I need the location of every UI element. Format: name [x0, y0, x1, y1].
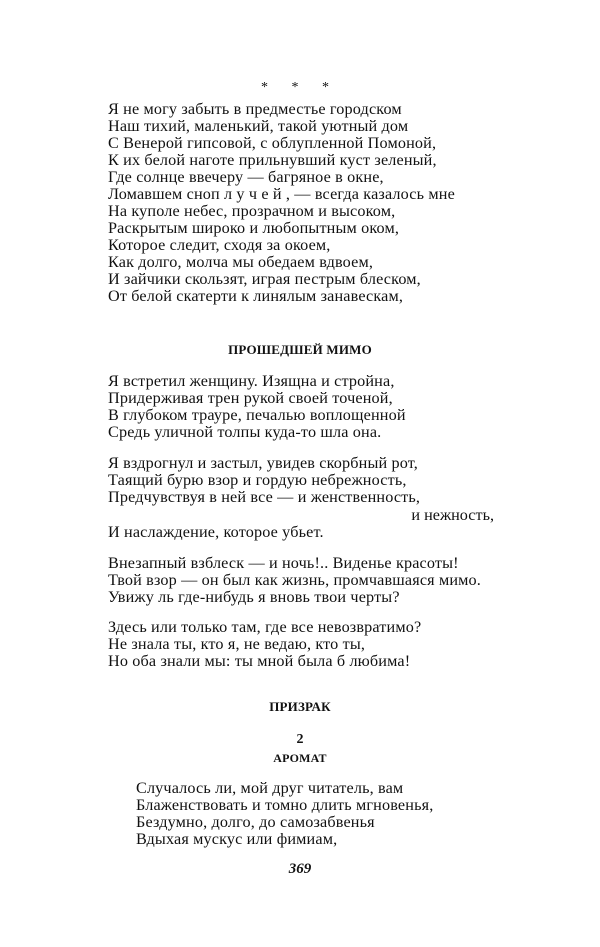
verse-line: На куполе небес, прозрачном и высоком,: [108, 202, 396, 220]
verse-line: Блаженствовать и томно длить мгновенья,: [136, 796, 434, 814]
verse-line: И наслаждение, которое убьет.: [108, 523, 324, 541]
verse-line: И зайчики скользят, играя пестрым блеском,: [108, 270, 421, 288]
verse-line: Увижу ль где-нибудь я вновь твои черты?: [108, 588, 400, 606]
verse-line: Я встретил женщину. Изящна и стройна,: [108, 372, 395, 390]
verse-line: Вдыхая мускус или фимиам,: [136, 830, 338, 848]
verse-line: Внезапный взблеск — и ночь!.. Виденье красоты!: [108, 554, 459, 572]
verse-line: Раскрытым широко и любопытным оком,: [108, 219, 400, 237]
verse-line: Наш тихий, маленький, такой уютный дом: [108, 117, 409, 135]
verse-line: Бездумно, долго, до самозабвенья: [136, 813, 375, 831]
page-number: 369: [288, 861, 312, 877]
verse-line: Как долго, молча мы обедаем вдвоем,: [108, 253, 374, 271]
verse-line: Я не могу забыть в предместье городском: [108, 100, 402, 118]
poem-title: ПРОШЕДШЕЙ МИМО: [228, 342, 372, 357]
verse-line: Средь уличной толпы куда-то шла она.: [108, 423, 382, 441]
verse-line: Я вздрогнул и застыл, увидев скорбный рот,: [108, 454, 419, 472]
verse-line: К их белой наготе прильнувший куст зеленый,: [108, 151, 437, 169]
verse-line: Твой взор — он был как жизнь, промчавшаяся мимо.: [108, 571, 481, 589]
verse-line: Случалось ли, мой друг читатель, вам: [136, 779, 404, 797]
verse-line: Но оба знали мы: ты мной была б любима!: [108, 652, 411, 670]
verse-line: В глубоком трауре, печалью воплощенной: [108, 406, 406, 424]
verse-line: Придерживая трен рукой своей точеной,: [108, 389, 393, 407]
verse-line: Предчувствуя в ней все — и женственность,: [108, 488, 421, 506]
section-separator: * * *: [261, 80, 339, 95]
verse-line-continuation: и нежность,: [411, 506, 494, 524]
verse-line: Ломавшем сноп л у ч е й , — всегда казалось мне: [108, 185, 455, 203]
verse-line: С Венерой гипсовой, с облупленной Помоной,: [108, 134, 437, 152]
verse-line: Которое следит, сходя за окоем,: [108, 236, 331, 254]
verse-line: Здесь или только там, где все невозвратимо?: [108, 618, 422, 636]
verse-line: Таящий бурю взор и гордую небрежность,: [108, 471, 407, 489]
poem-title: ПРИЗРАК: [269, 699, 331, 714]
verse-line: От белой скатерти к линялым занавескам,: [108, 287, 404, 305]
section-number: 2: [296, 732, 304, 747]
section-title: АРОМАТ: [273, 751, 327, 765]
verse-line: Где солнце ввечеру — багряное в окне,: [108, 168, 384, 186]
verse-line: Не знала ты, кто я, не ведаю, кто ты,: [108, 635, 366, 653]
